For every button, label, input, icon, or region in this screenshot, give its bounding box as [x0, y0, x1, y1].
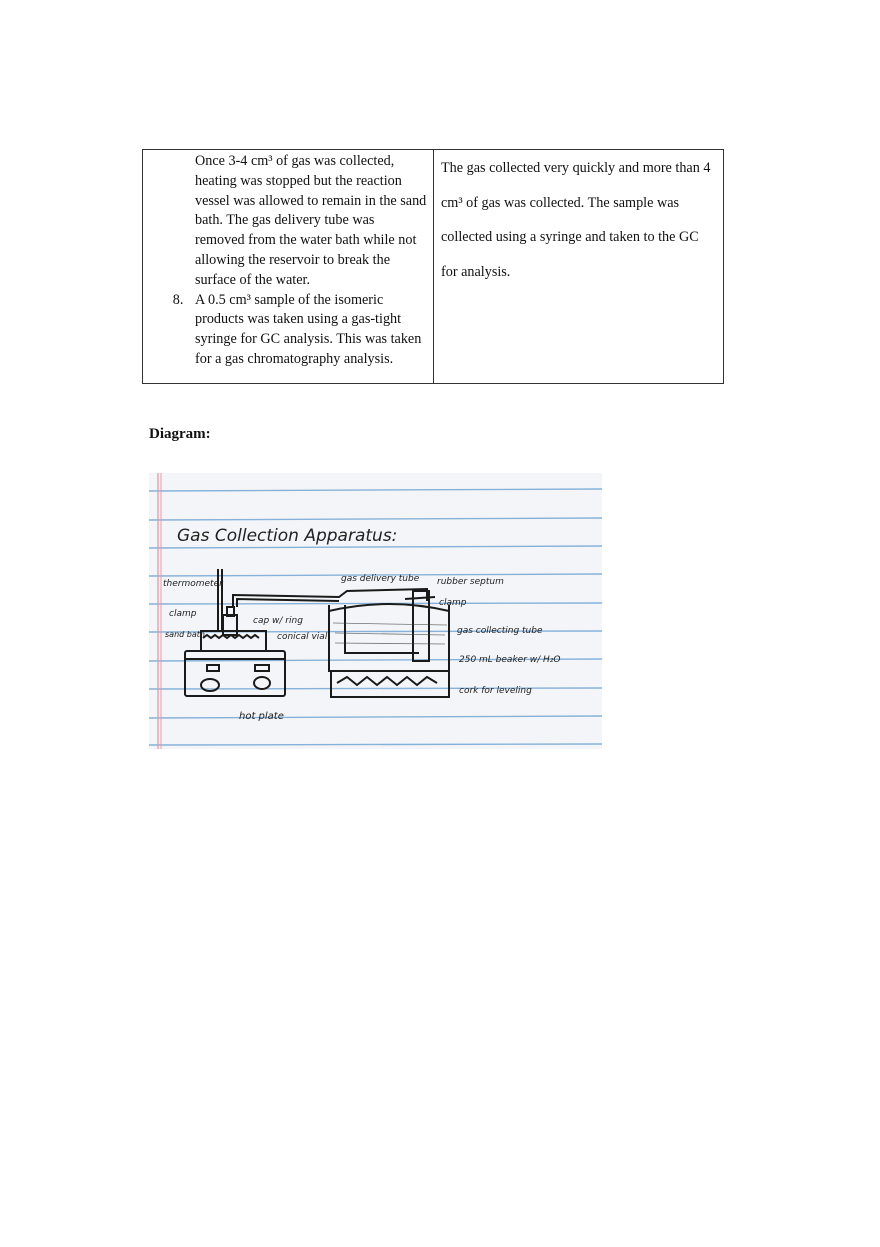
- observation-cell: [434, 150, 723, 383]
- observation-text: The gas collected very quickly and more than 4 cm³ of gas was collected. The sample was collected using a syringe and taken to the GC for analysis.: [441, 160, 711, 280]
- label-gas-collecting-tube: gas collecting tube: [457, 626, 543, 636]
- notebook-sketch: [149, 473, 602, 749]
- sketch-title: Gas Collection Apparatus:: [177, 526, 398, 546]
- diagram-heading: Diagram:: [149, 426, 211, 442]
- step-8: [143, 291, 427, 370]
- step-7-text: Once 3-4 cm³ of gas was collected, heating was stopped but the reaction vessel was allowed to remain in the sand bath. The gas delivery tube was removed from the water bath while not allowing the reservoir to break the surface of the water.: [195, 153, 427, 288]
- label-beaker: 250 mL beaker w/ H₂O: [459, 655, 561, 665]
- label-gas-delivery-tube: gas delivery tube: [341, 574, 420, 584]
- label-thermometer: thermometer: [163, 579, 223, 589]
- label-clamp-right: clamp: [439, 598, 467, 608]
- procedure-table: [142, 149, 724, 384]
- label-cap-ring: cap w/ ring: [253, 616, 303, 626]
- step-8-text: A 0.5 cm³ sample of the isomeric products was taken using a gas-tight syringe for GC analysis. This was taken for a gas chromatography analysis.: [195, 291, 422, 367]
- label-clamp-left: clamp: [169, 609, 197, 619]
- step-7-continuation: [143, 152, 427, 291]
- apparatus-sketch-photo: [149, 473, 602, 749]
- label-sand-bath: sand bath: [165, 630, 205, 639]
- label-conical-vial: conical vial: [277, 632, 328, 642]
- label-cork: cork for leveling: [459, 686, 532, 696]
- label-hot-plate: hot plate: [239, 711, 284, 722]
- label-rubber-septum: rubber septum: [437, 577, 504, 587]
- procedure-cell: [143, 150, 434, 383]
- step-8-number: 8.: [172, 291, 184, 308]
